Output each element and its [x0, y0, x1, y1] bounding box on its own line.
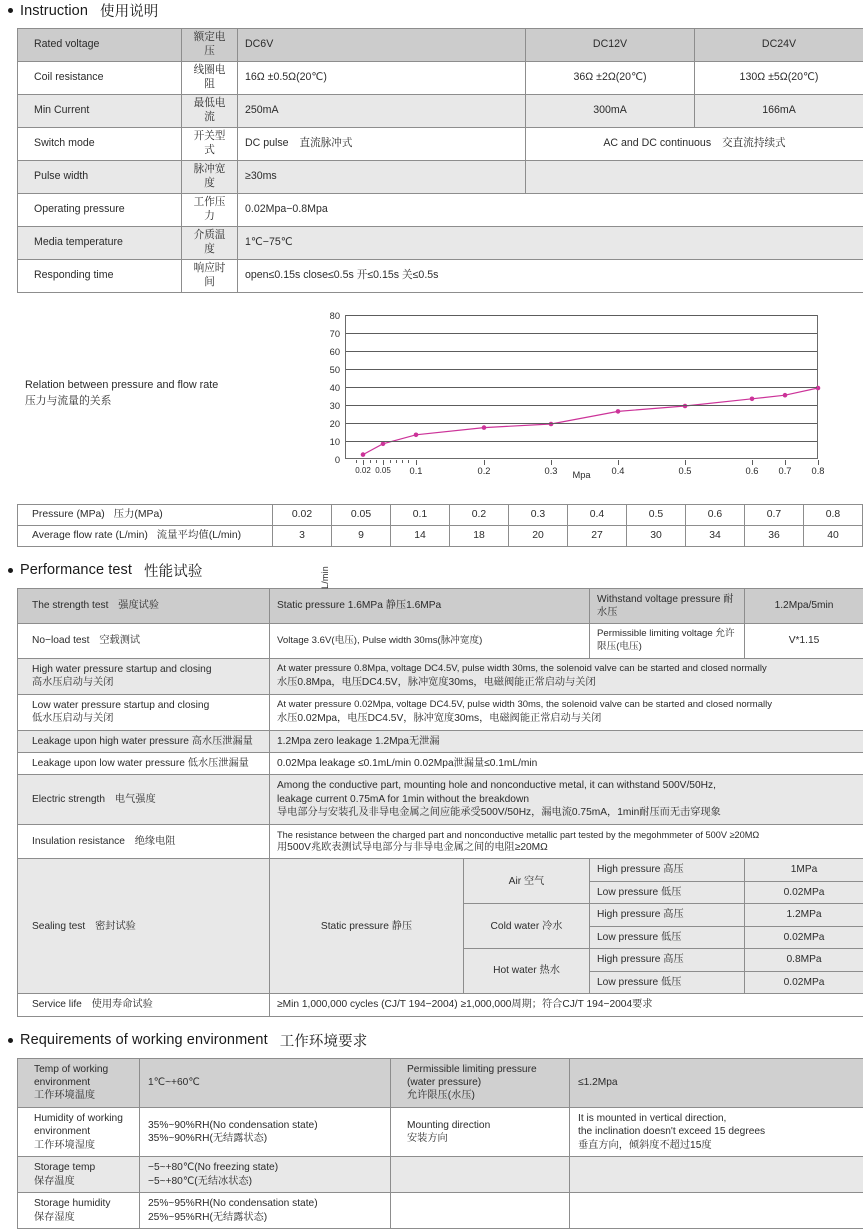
- perf-label-low-water: [18, 694, 270, 730]
- pf-flow-cell: 40: [804, 525, 863, 546]
- sealing-air-high-value: 1MPa: [745, 859, 863, 881]
- chart-y-tick-label: 70: [330, 329, 340, 339]
- section-heading-environment: [8, 1030, 863, 1051]
- section-heading-performance: [8, 560, 863, 581]
- label-cn: 工作环境湿度: [34, 1139, 131, 1152]
- chart-x-minor-tick: [376, 460, 377, 463]
- table-row: [18, 859, 863, 881]
- row-label-en: Responding time: [18, 259, 182, 292]
- chart-gridline: [346, 351, 817, 352]
- section-title-en: Performance test: [20, 562, 132, 578]
- chart-x-minor-tick: [402, 460, 403, 463]
- spacer: [0, 293, 863, 307]
- cell-dc6v: DC6V: [238, 29, 526, 62]
- pf-pressure-cell: 0.1: [391, 504, 450, 525]
- env-value-limiting-pressure: ≤1.2Mpa: [570, 1058, 863, 1107]
- chart-x-tick-mark: [551, 460, 552, 465]
- perf-label-electric-strength: [18, 775, 270, 824]
- table-row: [18, 1157, 863, 1193]
- chart-y-tick-label: 0: [335, 455, 340, 465]
- section-heading-instruction: [8, 0, 863, 21]
- perf-noload-condition: Voltage 3.6V(电压), Pulse width 30ms(脉冲宽度): [270, 624, 590, 658]
- sealing-cold-high-value: 1.2MPa: [745, 904, 863, 926]
- perf-label-insulation: [18, 824, 270, 859]
- section-title-cn: 工作环境要求: [280, 1030, 368, 1051]
- pf-pressure-cell: 0.6: [686, 504, 745, 525]
- sealing-hot-high-label: High pressure 高压: [590, 949, 745, 971]
- chart-x-tick-label: 0.05: [375, 466, 391, 475]
- sealing-hot-low-label: Low pressure 低压: [590, 971, 745, 993]
- pf-row-label-flow: [18, 525, 273, 546]
- chart-plot-area: [345, 315, 818, 459]
- perf-high-water-value: [270, 658, 863, 694]
- table-row: [18, 94, 863, 127]
- table-row: [18, 658, 863, 694]
- table-row: [18, 193, 863, 226]
- label-en: No−load test: [32, 635, 89, 646]
- chart-y-tick-label: 40: [330, 383, 340, 393]
- label-cn: 保存温度: [34, 1175, 131, 1188]
- chart-x-minor-tick: [356, 460, 357, 463]
- perf-electric-strength-value: [270, 775, 863, 824]
- label-cn: 保存湿度: [34, 1211, 131, 1224]
- table-row: [18, 160, 863, 193]
- label-cn: 使用寿命试验: [92, 999, 153, 1010]
- row-label-cn: 响应时间: [182, 259, 238, 292]
- spacer: [0, 492, 863, 504]
- env-empty-value-1: [570, 1157, 863, 1193]
- spacer: [0, 1017, 863, 1030]
- chart-x-tick-label: 0.8: [812, 466, 825, 476]
- value-en-line1: Among the conductive part, mounting hole and nonconductive metal, it can withstand 500V/50Hz,: [277, 779, 856, 792]
- chart-x-minor-tick: [390, 460, 391, 463]
- label-en-line1: Temp of working: [34, 1063, 131, 1076]
- sealing-air-high-label: High pressure 高压: [590, 859, 745, 881]
- sealing-air-low-label: Low pressure 低压: [590, 881, 745, 903]
- cell-operating-pressure: 0.02Mpa−0.8Mpa: [238, 193, 863, 226]
- env-value-working-temp: 1℃~+60℃: [140, 1058, 391, 1107]
- pf-flow-cell: 3: [273, 525, 332, 546]
- sealing-cold-high-label: High pressure 高压: [590, 904, 745, 926]
- label-cn: 工作环境温度: [34, 1089, 131, 1102]
- perf-withstand-voltage-value: 1.2Mpa/5min: [745, 588, 863, 624]
- label-en-line1: Permissible limiting pressure: [407, 1063, 561, 1076]
- pf-row-label-pressure: [18, 504, 273, 525]
- row-label-cn: 额定电压: [182, 29, 238, 62]
- table-row: [18, 1193, 863, 1229]
- perf-leak-low-value: 0.02Mpa leakage ≤0.1mL/min 0.02Mpa泄漏量≤0.1mL/min: [270, 752, 863, 774]
- pf-flow-cell: 30: [627, 525, 686, 546]
- row-label-cn: 线圈电阻: [182, 61, 238, 94]
- switch-dc-cn: 直流脉冲式: [300, 137, 353, 149]
- chart-x-tick-label: 0.2: [478, 466, 491, 476]
- table-row: [18, 730, 863, 752]
- perf-limiting-voltage-value: V*1.15: [745, 624, 863, 658]
- label-en: Electric strength: [32, 794, 105, 805]
- working-environment-table: [17, 1058, 863, 1229]
- cell-dc6v: 250mA: [238, 94, 526, 127]
- bullet-icon: [8, 8, 13, 13]
- table-row: [18, 775, 863, 824]
- label-cn: 绝缘电阻: [135, 836, 176, 847]
- label-cn: 密封试验: [95, 921, 136, 932]
- performance-test-table: [17, 588, 863, 1017]
- pressure-flow-table: [17, 504, 863, 547]
- bullet-icon: [8, 1038, 13, 1043]
- perf-label-sealing: [18, 859, 270, 994]
- table-row: [18, 61, 863, 94]
- pf-flow-cell: 20: [509, 525, 568, 546]
- value-cn: 用500V兆欧表测试导电部分与非导电金属之间的电阻≥20MΩ: [277, 841, 856, 854]
- row-label-cn: 工作压力: [182, 193, 238, 226]
- sealing-media-air: Air 空气: [464, 859, 590, 904]
- switch-dc-en: DC pulse: [245, 137, 289, 149]
- chart-x-tick-label: 0.7: [779, 466, 792, 476]
- section-title-cn: 使用说明: [100, 0, 158, 21]
- label-cn: 高水压启动与关闭: [32, 676, 262, 689]
- cell-responding-time: open≤0.15s close≤0.5s 开≤0.15s 关≤0.5s: [238, 259, 863, 292]
- chart-caption: [25, 377, 218, 410]
- section-title-en: Instruction: [20, 3, 88, 19]
- perf-label-high-water: [18, 658, 270, 694]
- chart-x-tick-mark: [752, 460, 753, 465]
- label-en-line2: environment: [34, 1076, 131, 1089]
- cell-dc12v: 36Ω ±2Ω(20℃): [526, 61, 695, 94]
- chart-x-tick-label: 0.3: [545, 466, 558, 476]
- perf-low-water-value: [270, 694, 863, 730]
- label-en: Mounting direction: [407, 1119, 561, 1132]
- switch-acdc-cn: 交直流持续式: [722, 137, 786, 149]
- pf-flow-cell: 34: [686, 525, 745, 546]
- env-label-working-temp: [18, 1058, 140, 1107]
- section-title-en: Requirements of working environment: [20, 1032, 268, 1048]
- perf-sealing-static-pressure: Static pressure 静压: [270, 859, 464, 994]
- label-en: Service life: [32, 999, 82, 1010]
- cell-pulse-width: ≥30ms: [238, 160, 526, 193]
- perf-service-life-value: ≥Min 1,000,000 cycles (CJ/T 194−2004) ≥1,000,000周期；符合CJ/T 194−2004要求: [270, 994, 863, 1016]
- label-en: The strength test: [32, 600, 108, 611]
- row-label-en: Media temperature: [18, 226, 182, 259]
- value-cn: 水压0.02Mpa，电压DC4.5V，脉冲宽度30ms，电磁阀能正常启动与关闭: [277, 712, 856, 725]
- chart-y-tick-label: 30: [330, 401, 340, 411]
- pf-pressure-cell: 0.05: [332, 504, 391, 525]
- perf-label-noload: [18, 624, 270, 658]
- label-cn: 空载测试: [99, 635, 140, 646]
- sealing-hot-low-value: 0.02MPa: [745, 971, 863, 993]
- table-row: [18, 824, 863, 859]
- value-en: At water pressure 0.02Mpa, voltage DC4.5V, pulse width 30ms, the solenoid valve can be started and closed normally: [277, 699, 856, 712]
- env-value-mounting-direction: [570, 1107, 863, 1156]
- env-empty-value-2: [570, 1193, 863, 1229]
- chart-x-tick-mark: [685, 460, 686, 465]
- sealing-media-cold-water: Cold water 冷水: [464, 904, 590, 949]
- cell-dc12v: 300mA: [526, 94, 695, 127]
- chart-x-tick-mark: [363, 460, 364, 465]
- table-row: [18, 624, 863, 658]
- env-empty-label-2: [391, 1193, 570, 1229]
- env-value-working-humidity: [140, 1107, 391, 1156]
- perf-withstand-voltage-label: Withstand voltage pressure 耐水压: [590, 588, 745, 624]
- pf-label-cn: 流量平均值(L/min): [157, 530, 241, 541]
- pf-flow-cell: 9: [332, 525, 391, 546]
- chart-series-line: [346, 316, 819, 460]
- row-label-en: Pulse width: [18, 160, 182, 193]
- perf-insulation-value: [270, 824, 863, 859]
- chart-gridline: [346, 405, 817, 406]
- row-label-en: Operating pressure: [18, 193, 182, 226]
- sealing-air-low-value: 0.02MPa: [745, 881, 863, 903]
- chart-x-tick-label: 0.1: [410, 466, 423, 476]
- table-row: [18, 752, 863, 774]
- chart-x-tick-mark: [618, 460, 619, 465]
- pf-flow-cell: 36: [745, 525, 804, 546]
- chart-y-tick-label: 10: [330, 437, 340, 447]
- pressure-flow-chart: [17, 307, 863, 492]
- value-line2: −5~+80℃(无结冰状态): [148, 1175, 382, 1188]
- chart-x-tick-mark: [416, 460, 417, 465]
- cell-switch-dc: [238, 127, 526, 160]
- value-line1: −5~+80℃(No freezing state): [148, 1161, 382, 1174]
- chart-caption-en: Relation between pressure and flow rate: [25, 377, 218, 394]
- perf-static-pressure: Static pressure 1.6MPa 静压1.6MPa: [270, 588, 590, 624]
- label-cn: 强度试验: [118, 600, 159, 611]
- chart-caption-cn: 压力与流量的关系: [25, 393, 218, 410]
- chart-gridline: [346, 423, 817, 424]
- perf-label-leak-high: Leakage upon high water pressure 高水压泄漏量: [18, 730, 270, 752]
- env-value-storage-humidity: [140, 1193, 391, 1229]
- label-cn: 低水压启动与关闭: [32, 712, 262, 725]
- value-cn: 导电部分与安装孔及非导电金属之间应能承受500V/50Hz，漏电流0.75mA，1min耐压而无击穿现象: [277, 806, 856, 819]
- row-label-cn: 介质温度: [182, 226, 238, 259]
- value-en-line2: leakage current 0.75mA for 1min without the breakdown: [277, 793, 856, 806]
- chart-y-tick-label: 80: [330, 311, 340, 321]
- pf-pressure-cell: 0.2: [450, 504, 509, 525]
- sealing-hot-high-value: 0.8MPa: [745, 949, 863, 971]
- table-row: [18, 1058, 863, 1107]
- pf-label-en: Average flow rate (L/min): [32, 530, 148, 541]
- table-row: [18, 994, 863, 1016]
- pf-flow-cell: 27: [568, 525, 627, 546]
- env-label-storage-humidity: [18, 1193, 140, 1229]
- chart-y-tick-label: 20: [330, 419, 340, 429]
- perf-label-leak-low: Leakage upon low water pressure 低水压泄漏量: [18, 752, 270, 774]
- env-label-mounting-direction: [391, 1107, 570, 1156]
- chart-x-tick-mark: [484, 460, 485, 465]
- label-cn: 允许限压(水压): [407, 1089, 561, 1102]
- chart-x-tick-label: 0.5: [679, 466, 692, 476]
- sealing-cold-low-label: Low pressure 低压: [590, 926, 745, 948]
- row-label-en: Rated voltage: [18, 29, 182, 62]
- table-row: [18, 226, 863, 259]
- cell-dc12v: DC12V: [526, 29, 695, 62]
- label-en-line2: (water pressure): [407, 1076, 561, 1089]
- switch-acdc-en: AC and DC continuous: [603, 137, 711, 149]
- env-label-working-humidity: [18, 1107, 140, 1156]
- value-line1: 25%~95%RH(No condensation state): [148, 1197, 382, 1210]
- chart-gridline: [346, 333, 817, 334]
- pf-pressure-cell: 0.3: [509, 504, 568, 525]
- label-en-line1: Humidity of working: [34, 1112, 131, 1125]
- table-row: [18, 1107, 863, 1156]
- chart-x-tick-mark: [785, 460, 786, 465]
- label-cn: 安装方向: [407, 1132, 561, 1145]
- section-title-cn: 性能试验: [144, 560, 202, 581]
- cell-dc24v: 130Ω ±5Ω(20℃): [695, 61, 863, 94]
- table-row: [18, 504, 863, 525]
- chart-gridline: [346, 315, 817, 316]
- sealing-media-hot-water: Hot water 热水: [464, 949, 590, 994]
- bullet-icon: [8, 568, 13, 573]
- table-row: [18, 29, 863, 62]
- perf-label-strength: [18, 588, 270, 624]
- value-line1: 35%~90%RH(No condensation state): [148, 1119, 382, 1132]
- chart-x-minor-tick: [408, 460, 409, 463]
- chart-x-minor-tick: [370, 460, 371, 463]
- chart-x-tick-label: 0.6: [746, 466, 759, 476]
- chart-x-tick-label: 0.4: [612, 466, 625, 476]
- value-line3: 垂直方向，倾斜度不超过15度: [578, 1139, 855, 1152]
- chart-gridline: [346, 387, 817, 388]
- cell-pulse-width-empty: [526, 160, 863, 193]
- env-empty-label-1: [391, 1157, 570, 1193]
- cell-dc24v: 166mA: [695, 94, 863, 127]
- chart-y-tick-label: 50: [330, 365, 340, 375]
- row-label-en: Switch mode: [18, 127, 182, 160]
- table-row: [18, 588, 863, 624]
- label-en: Insulation resistance: [32, 836, 125, 847]
- value-en: At water pressure 0.8Mpa, voltage DC4.5V, pulse width 30ms, the solenoid valve can be started and closed normally: [277, 663, 856, 676]
- value-line2: the inclination doesn't exceed 15 degrees: [578, 1125, 855, 1138]
- label-cn: 电气强度: [115, 794, 156, 805]
- cell-dc6v: 16Ω ±0.5Ω(20℃): [238, 61, 526, 94]
- cell-switch-acdc: [526, 127, 863, 160]
- table-row: [18, 127, 863, 160]
- row-label-en: Min Current: [18, 94, 182, 127]
- label-en: Sealing test: [32, 921, 85, 932]
- pf-pressure-cell: 0.8: [804, 504, 863, 525]
- label-en-line2: environment: [34, 1125, 131, 1138]
- chart-x-tick-mark: [818, 460, 819, 465]
- value-line1: It is mounted in vertical direction,: [578, 1112, 855, 1125]
- pf-pressure-cell: 0.7: [745, 504, 804, 525]
- label-en: Storage humidity: [34, 1197, 131, 1210]
- pf-label-cn: 压力(MPa): [114, 509, 163, 520]
- pf-flow-cell: 14: [391, 525, 450, 546]
- pf-flow-cell: 18: [450, 525, 509, 546]
- instruction-table: [17, 28, 863, 293]
- row-label-cn: 脉冲宽度: [182, 160, 238, 193]
- row-label-cn: 最低电流: [182, 94, 238, 127]
- chart-x-axis-label: Mpa: [345, 470, 818, 480]
- env-label-storage-temp: [18, 1157, 140, 1193]
- row-label-cn: 开关型式: [182, 127, 238, 160]
- value-line2: 25%~95%RH(无结露状态): [148, 1211, 382, 1224]
- row-label-en: Coil resistance: [18, 61, 182, 94]
- table-row: [18, 694, 863, 730]
- pf-pressure-cell: 0.4: [568, 504, 627, 525]
- spacer: [0, 547, 863, 560]
- chart-x-tick-label: 0.02: [355, 466, 371, 475]
- pf-pressure-cell: 0.02: [273, 504, 332, 525]
- sealing-cold-low-value: 0.02MPa: [745, 926, 863, 948]
- chart-x-tick-mark: [383, 460, 384, 465]
- label-en: High water pressure startup and closing: [32, 663, 262, 676]
- label-en: Low water pressure startup and closing: [32, 699, 262, 712]
- table-row: [18, 525, 863, 546]
- pf-pressure-cell: 0.5: [627, 504, 686, 525]
- pf-label-en: Pressure (MPa): [32, 509, 105, 520]
- chart-x-minor-tick: [396, 460, 397, 463]
- value-en: The resistance between the charged part and nonconductive metallic part tested by the megohmmeter of 500V ≥20MΩ: [277, 829, 856, 841]
- perf-leak-high-value: 1.2Mpa zero leakage 1.2Mpa无泄漏: [270, 730, 863, 752]
- env-label-limiting-pressure: [391, 1058, 570, 1107]
- chart-y-axis-label: L/min: [320, 565, 330, 588]
- label-en: Storage temp: [34, 1161, 131, 1174]
- value-cn: 水压0.8Mpa，电压DC4.5V，脉冲宽度30ms，电磁阀能正常启动与关闭: [277, 676, 856, 689]
- perf-limiting-voltage-label: Permissible limiting voltage 允许限压(电压): [590, 624, 745, 658]
- chart-gridline: [346, 369, 817, 370]
- perf-label-service-life: [18, 994, 270, 1016]
- cell-media-temperature: 1℃−75℃: [238, 226, 863, 259]
- chart-gridline: [346, 441, 817, 442]
- value-line2: 35%~90%RH(无结露状态): [148, 1132, 382, 1145]
- chart-y-tick-label: 60: [330, 347, 340, 357]
- table-row: [18, 259, 863, 292]
- env-value-storage-temp: [140, 1157, 391, 1193]
- cell-dc24v: DC24V: [695, 29, 863, 62]
